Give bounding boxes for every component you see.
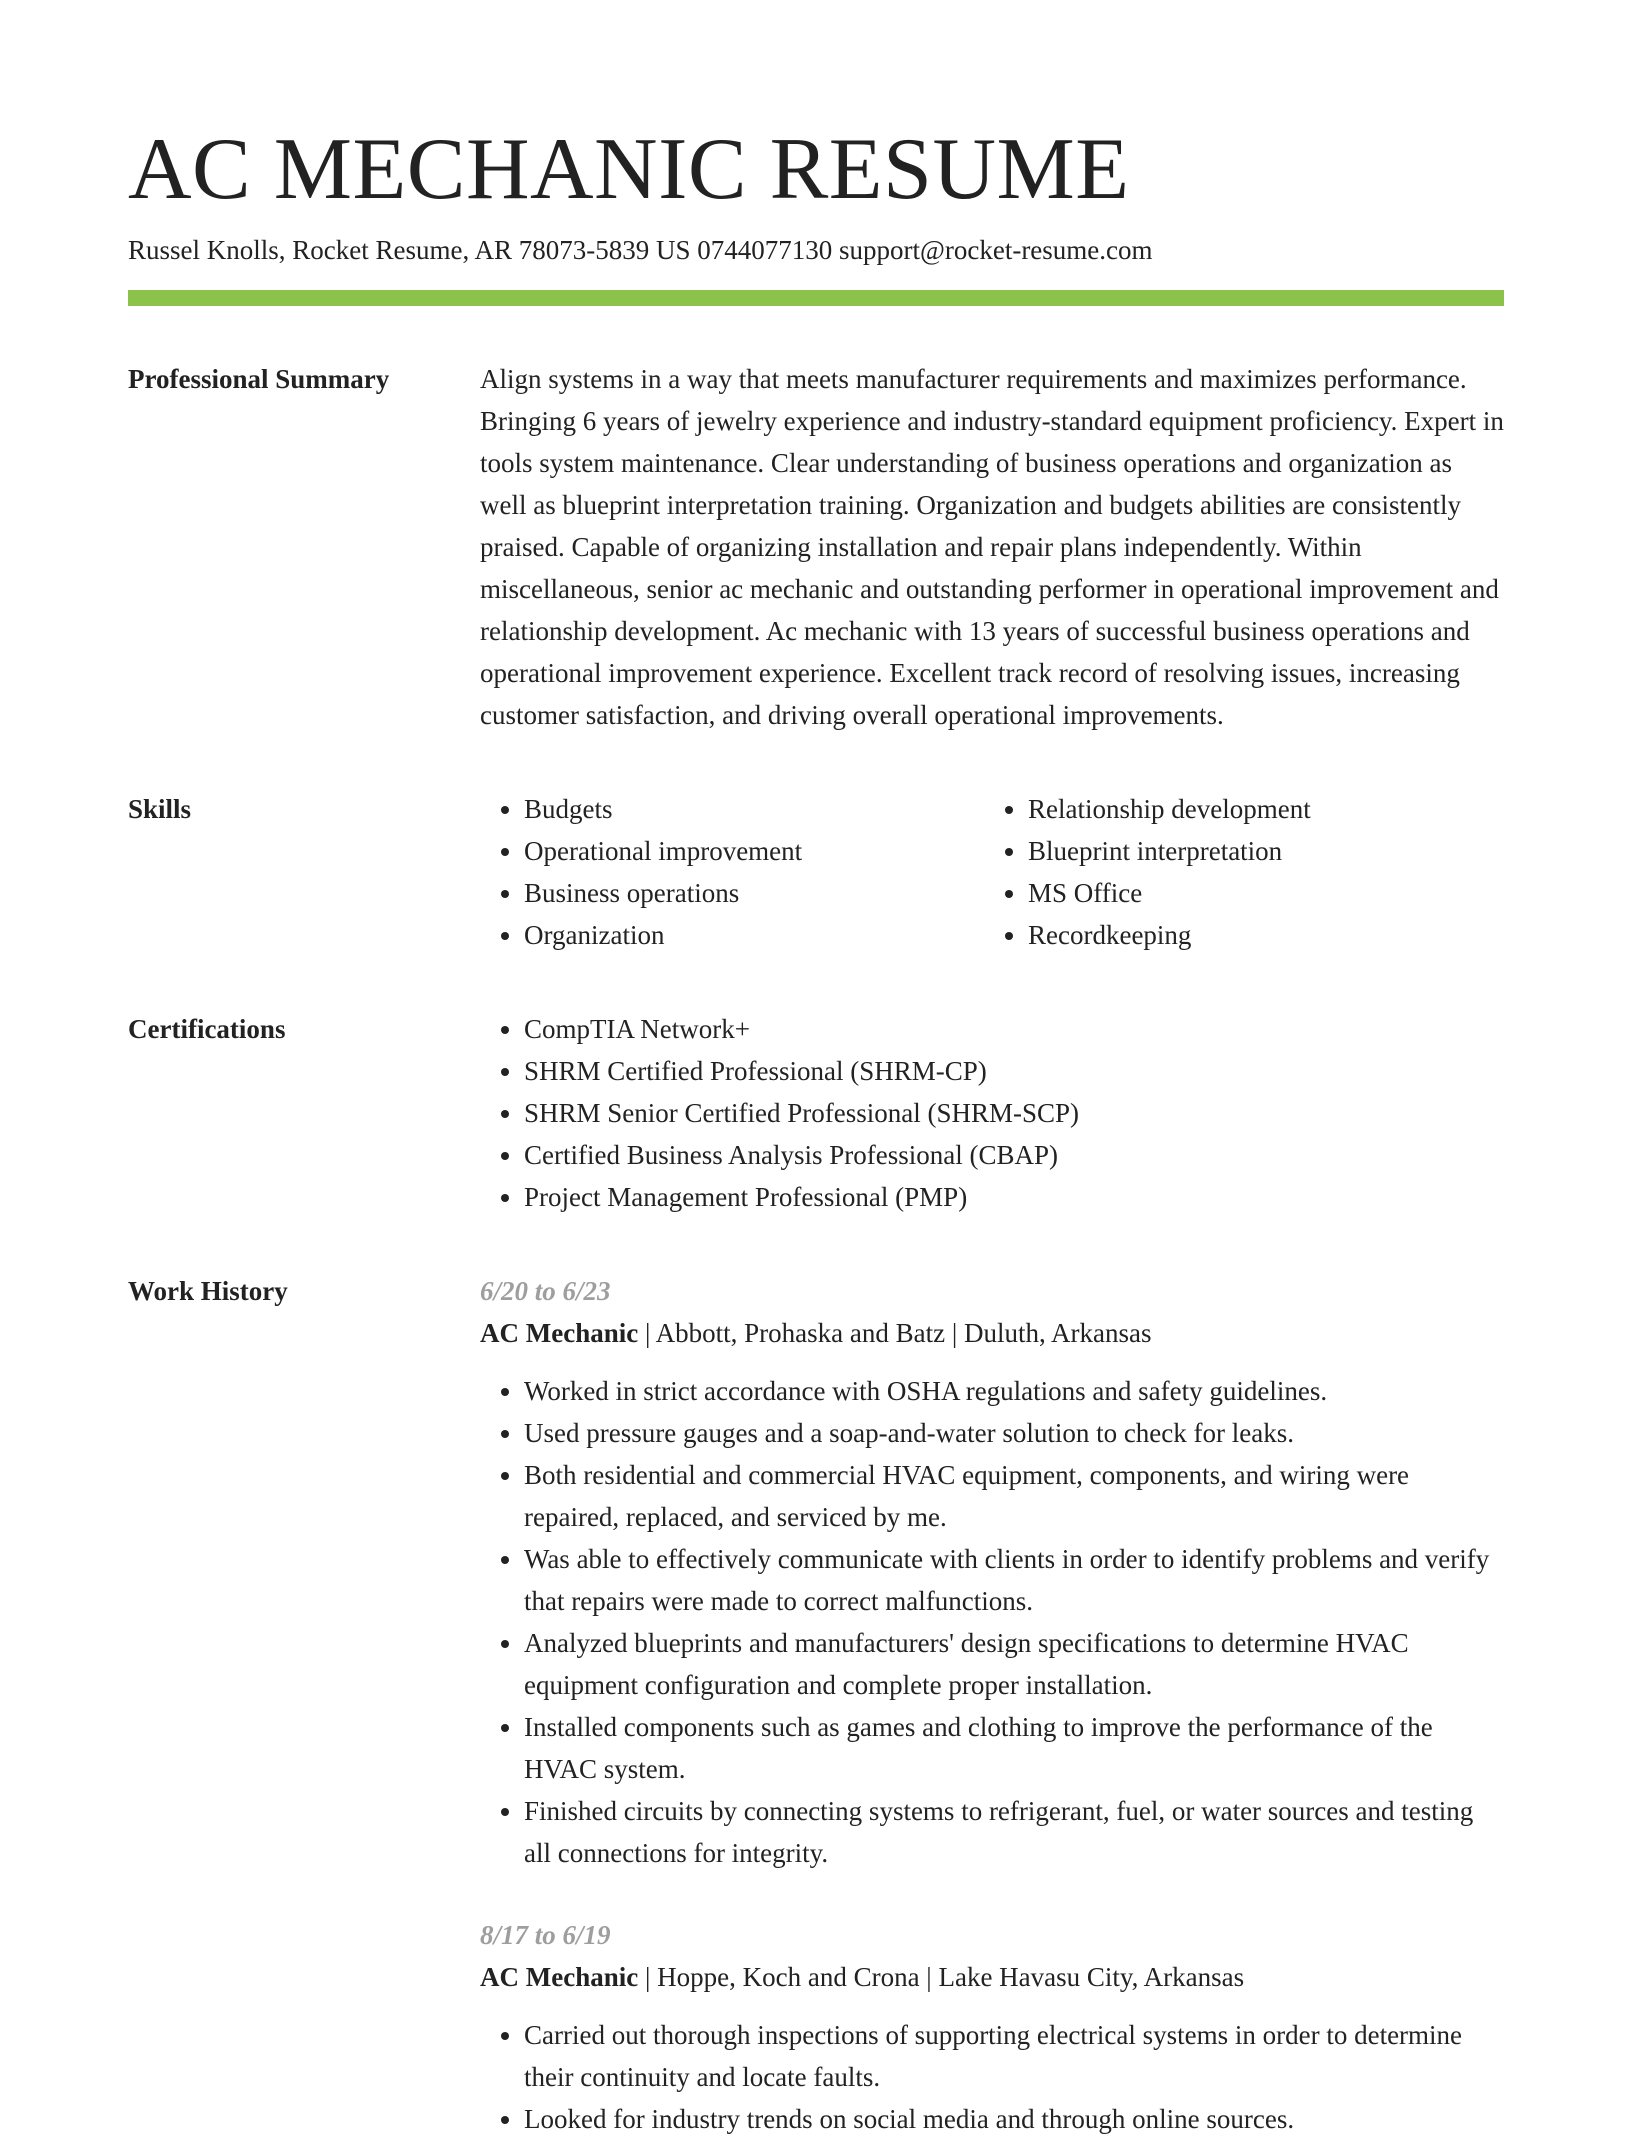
job-duty: • Worked in strict accordance with OSHA regulations and safety guidelines. — [524, 1370, 1504, 1412]
section-label-skills: Skills — [128, 794, 192, 824]
job-entry — [480, 1270, 1504, 1874]
certification-item: • CompTIA Network+ — [524, 1008, 1504, 1050]
contact-line: Russel Knolls, Rocket Resume, AR 78073-5839 US 0744077130 support@rocket-resume.com — [128, 235, 1153, 265]
skills-list-left — [480, 788, 984, 956]
job-duties-list — [480, 2014, 1504, 2140]
certification-item: • Project Management Professional (PMP) — [524, 1176, 1504, 1218]
resume-title: AC MECHANIC RESUME — [128, 121, 1130, 218]
skill-item: • Business operations — [524, 872, 984, 914]
job-dates: 6/20 to 6/23 — [480, 1276, 611, 1306]
job-title: AC Mechanic — [480, 1318, 639, 1348]
job-duty: • Was able to effectively communicate with clients in order to identify problems and verify that repairs were made to correct malfunctions. — [524, 1538, 1504, 1622]
job-title: AC Mechanic — [480, 1962, 639, 1992]
resume-page — [128, 118, 1504, 2140]
certification-item: • SHRM Certified Professional (SHRM-CP) — [524, 1050, 1504, 1092]
skill-item: • Budgets — [524, 788, 984, 830]
job-duties-list — [480, 1370, 1504, 1874]
skill-item: • Blueprint interpretation — [1028, 830, 1548, 872]
job-duty: • Finished circuits by connecting systems to refrigerant, fuel, or water sources and testing all connections for integrity. — [524, 1790, 1504, 1874]
certification-item: • SHRM Senior Certified Professional (SHRM-SCP) — [524, 1092, 1504, 1134]
section-label-work-history: Work History — [128, 1276, 288, 1306]
skill-item: • Operational improvement — [524, 830, 984, 872]
job-duty: • Looked for industry trends on social media and through online sources. — [524, 2098, 1504, 2140]
job-duty: • Both residential and commercial HVAC equipment, components, and wiring were repaired, replaced, and serviced by me. — [524, 1454, 1504, 1538]
skills-section — [128, 788, 1504, 956]
summary-text: Align systems in a way that meets manufacturer requirements and maximizes performance. Bringing 6 years of jewelry experience and industry-standard equipment proficiency. Expert in tools system maintenance. Clear understanding of business operations and organization as well as blueprint interpretation training. Organization and budgets abilities are consistently praised. Capable of organizing installation and repair plans independently. Within miscellaneous, senior ac mechanic and outstanding performer in operational improvement and relationship development. Ac mechanic with 13 years of successful business operations and operational improvement experience. Excellent track record of resolving issues, increasing customer satisfaction, and driving overall operational improvements. — [480, 364, 1504, 730]
job-duty: • Used pressure gauges and a soap-and-water solution to check for leaks. — [524, 1412, 1504, 1454]
certifications-section — [128, 1008, 1504, 1218]
accent-divider — [128, 290, 1504, 306]
job-employer-location: | Hoppe, Koch and Crona | Lake Havasu City, Arkansas — [638, 1962, 1245, 1992]
skill-item: • Relationship development — [1028, 788, 1548, 830]
job-duty: • Carried out thorough inspections of supporting electrical systems in order to determine their continuity and locate faults. — [524, 2014, 1504, 2098]
skill-item: • Organization — [524, 914, 984, 956]
work-history-section — [128, 1270, 1504, 2140]
job-duty: • Installed components such as games and clothing to improve the performance of the HVAC system. — [524, 1706, 1504, 1790]
skill-item: • MS Office — [1028, 872, 1548, 914]
job-employer-location: | Abbott, Prohaska and Batz | Duluth, Arkansas — [638, 1318, 1152, 1348]
section-label-summary: Professional Summary — [128, 364, 390, 394]
summary-section — [128, 358, 1504, 736]
job-dates: 8/17 to 6/19 — [480, 1920, 611, 1950]
job-entry — [480, 1914, 1504, 2140]
certification-item: • Certified Business Analysis Professional (CBAP) — [524, 1134, 1504, 1176]
job-heading — [480, 1312, 1504, 1354]
section-label-certifications: Certifications — [128, 1014, 286, 1044]
job-heading — [480, 1956, 1504, 1998]
skills-list-right — [984, 788, 1548, 956]
skill-item: • Recordkeeping — [1028, 914, 1548, 956]
certifications-list — [480, 1008, 1504, 1218]
job-duty: • Analyzed blueprints and manufacturers' design specifications to determine HVAC equipment configuration and complete proper installation. — [524, 1622, 1504, 1706]
